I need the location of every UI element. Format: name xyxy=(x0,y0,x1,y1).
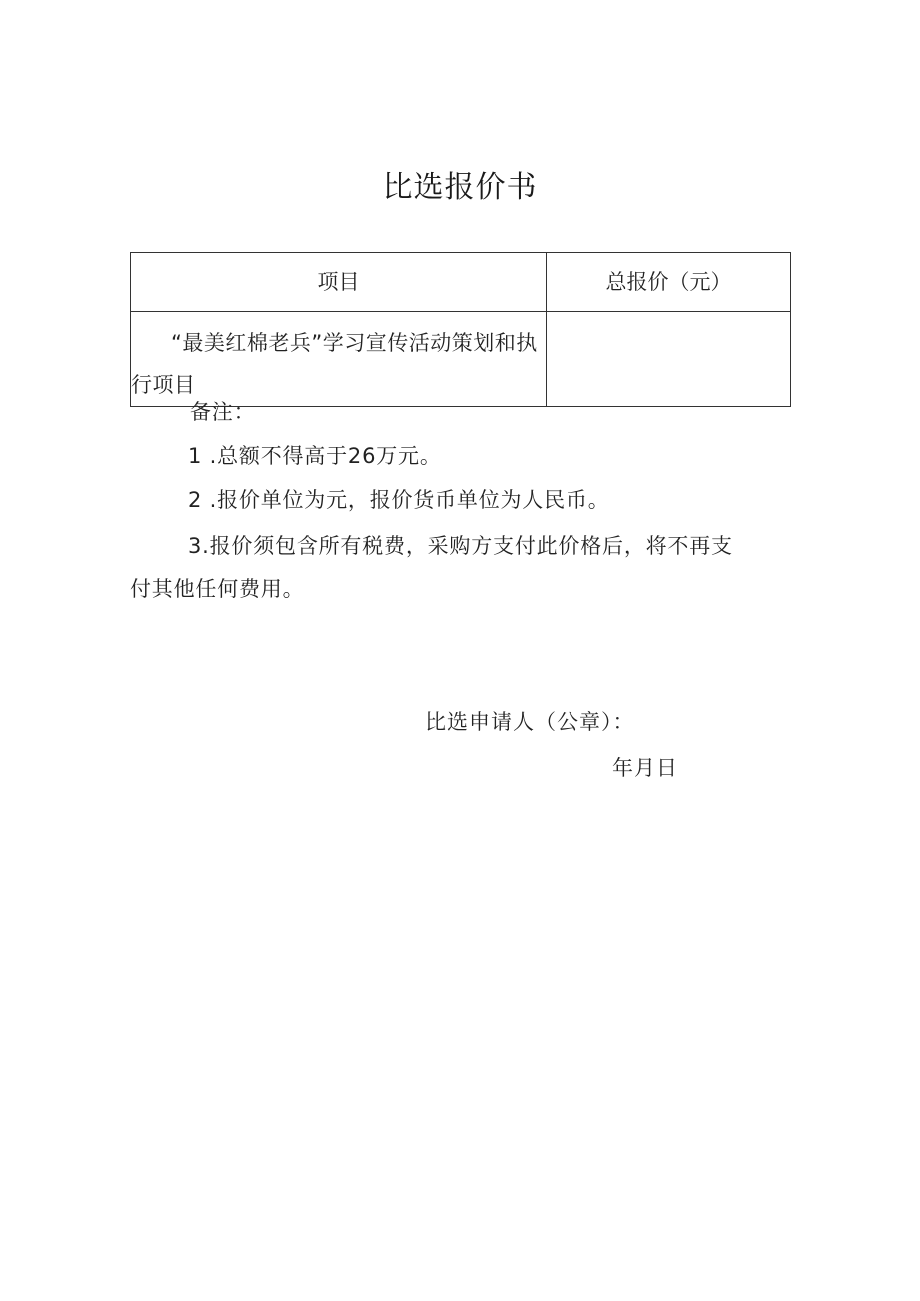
item-name: “最美红棉老兵”学习宣传活动策划和执行项目 xyxy=(131,331,538,397)
note-item-2: 2 .报价单位为元，报价货币单位为人民币。 xyxy=(188,488,610,512)
quote-table xyxy=(130,252,791,407)
header-item xyxy=(131,253,547,312)
cell-total-price[interactable] xyxy=(547,312,791,407)
header-total-price xyxy=(547,253,791,312)
header-total-price-label: 总报价（元） xyxy=(605,270,732,294)
document-title: 比选报价书 xyxy=(382,170,538,205)
table-row xyxy=(131,312,791,407)
table-header-row xyxy=(131,253,791,312)
note-item-3-continued: 付其他任何费用。 xyxy=(130,577,305,601)
date-label: 年月日 xyxy=(612,756,678,780)
note-item-3: 3.报价须包含所有税费，采购方支付此价格后，将不再支 xyxy=(188,534,733,558)
applicant-seal-label: 比选申请人（公章）： xyxy=(425,710,635,734)
notes-heading: 备注： xyxy=(190,400,256,424)
note-item-1: 1 .总额不得高于26万元。 xyxy=(188,444,442,468)
header-item-label: 项目 xyxy=(317,270,360,294)
cell-item xyxy=(131,312,547,407)
